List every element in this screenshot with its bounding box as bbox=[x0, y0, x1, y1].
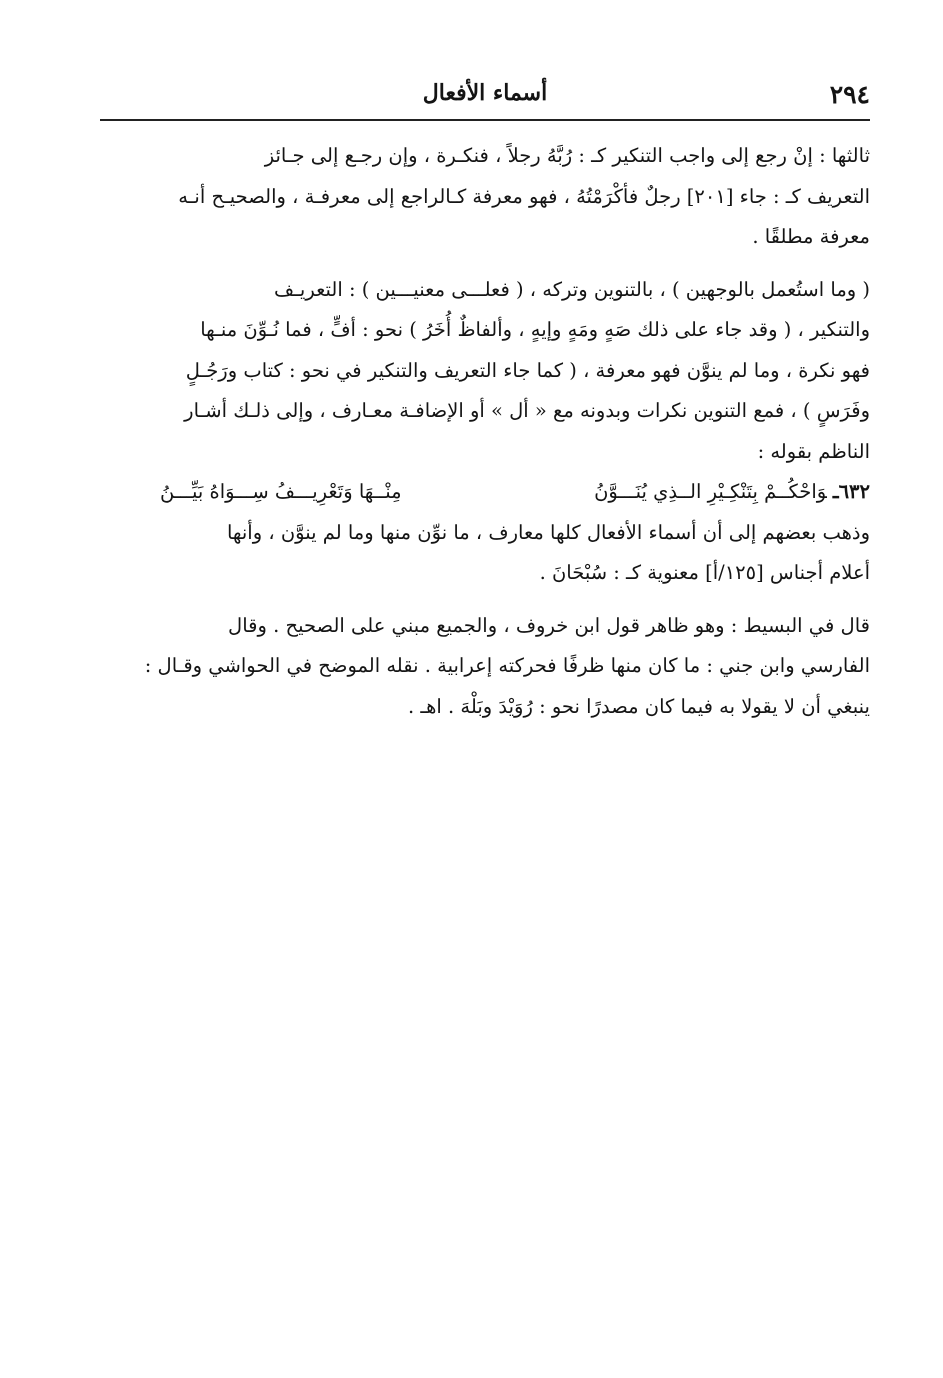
paragraph-1: ثالثها : إنْ رجع إلى واجب التنكير كـ : رُبَّهُ رجلاً ، فنكـرة ، وإن رجـع إلى جـائز التعريف كـ : جاء [٢٠١] رجلٌ فأكْرَمْتُهُ ، فهو معرفة كـالراجع إلى معرفـة ، والصحيـح أنـه معرفة مطلقًا . bbox=[178, 144, 870, 248]
page-number: ٢٩٤ bbox=[829, 80, 870, 109]
verse-hemistich-2: مِنْــهَا وَتَعْرِيـــفُ سِـــوَاهُ بَيِّـــنُ bbox=[160, 480, 402, 503]
header-rule bbox=[100, 119, 870, 121]
verse-hemistich-1: وَاحْكُــمْ بِتَنْكِـيْرِ الــذِي يُنَـــوَّنُ bbox=[594, 480, 827, 503]
page-body bbox=[100, 136, 870, 727]
paragraph-3: وذهب بعضهم إلى أن أسماء الأفعال كلها معارف ، ما نوِّن منها وما لم ينوَّن ، وأنها أعلام أجناس [١٢٥/أ] معنوية كـ : سُبْحَانَ . bbox=[226, 520, 870, 584]
verse-first-half bbox=[594, 472, 870, 513]
verse-line bbox=[100, 472, 870, 513]
paragraph-2: ( وما استُعمل بالوجهين ) ، بالتنوين وتركه ، ( فعلـــى معنيـــين ) : التعريـف والتنكير ، ( وقد جاء على ذلك صَهٍ ومَهٍ وإيهٍ ، وألفاظٌ أُخَرُ ) نحو : أفٍّ ، فما نُـوِّنَ منـها فهو نكرة ، وما لم ينوَّن فهو معرفة ، ( كما جاء التعريف والتنكير في نحو : كتاب ورَجُـلٍ وفَرَسٍ ) ، فمع التنوين نكرات وبدونه مع « أل » أو الإضافـة معـارف ، وإلى ذلـك أشـار الناظم بقوله : bbox=[184, 277, 870, 463]
paragraph-4: قال في البسيط : وهو ظاهر قول ابن خروف ، والجميع مبني على الصحيح . وقال الفارسي وابن جني : ما كان منها ظرفًا فحركته إعرابية . نقله الموضح في الحواشي وقـال : ينبغي أن لا يقولا به فيما كان مصدرًا نحو : رُوَيْدَ وبَلْهَ . اهـ . bbox=[144, 613, 870, 718]
page-header bbox=[100, 78, 870, 118]
running-title: أسماء الأفعال bbox=[422, 80, 548, 106]
verse-number: ٦٣٢ـ bbox=[832, 480, 870, 503]
